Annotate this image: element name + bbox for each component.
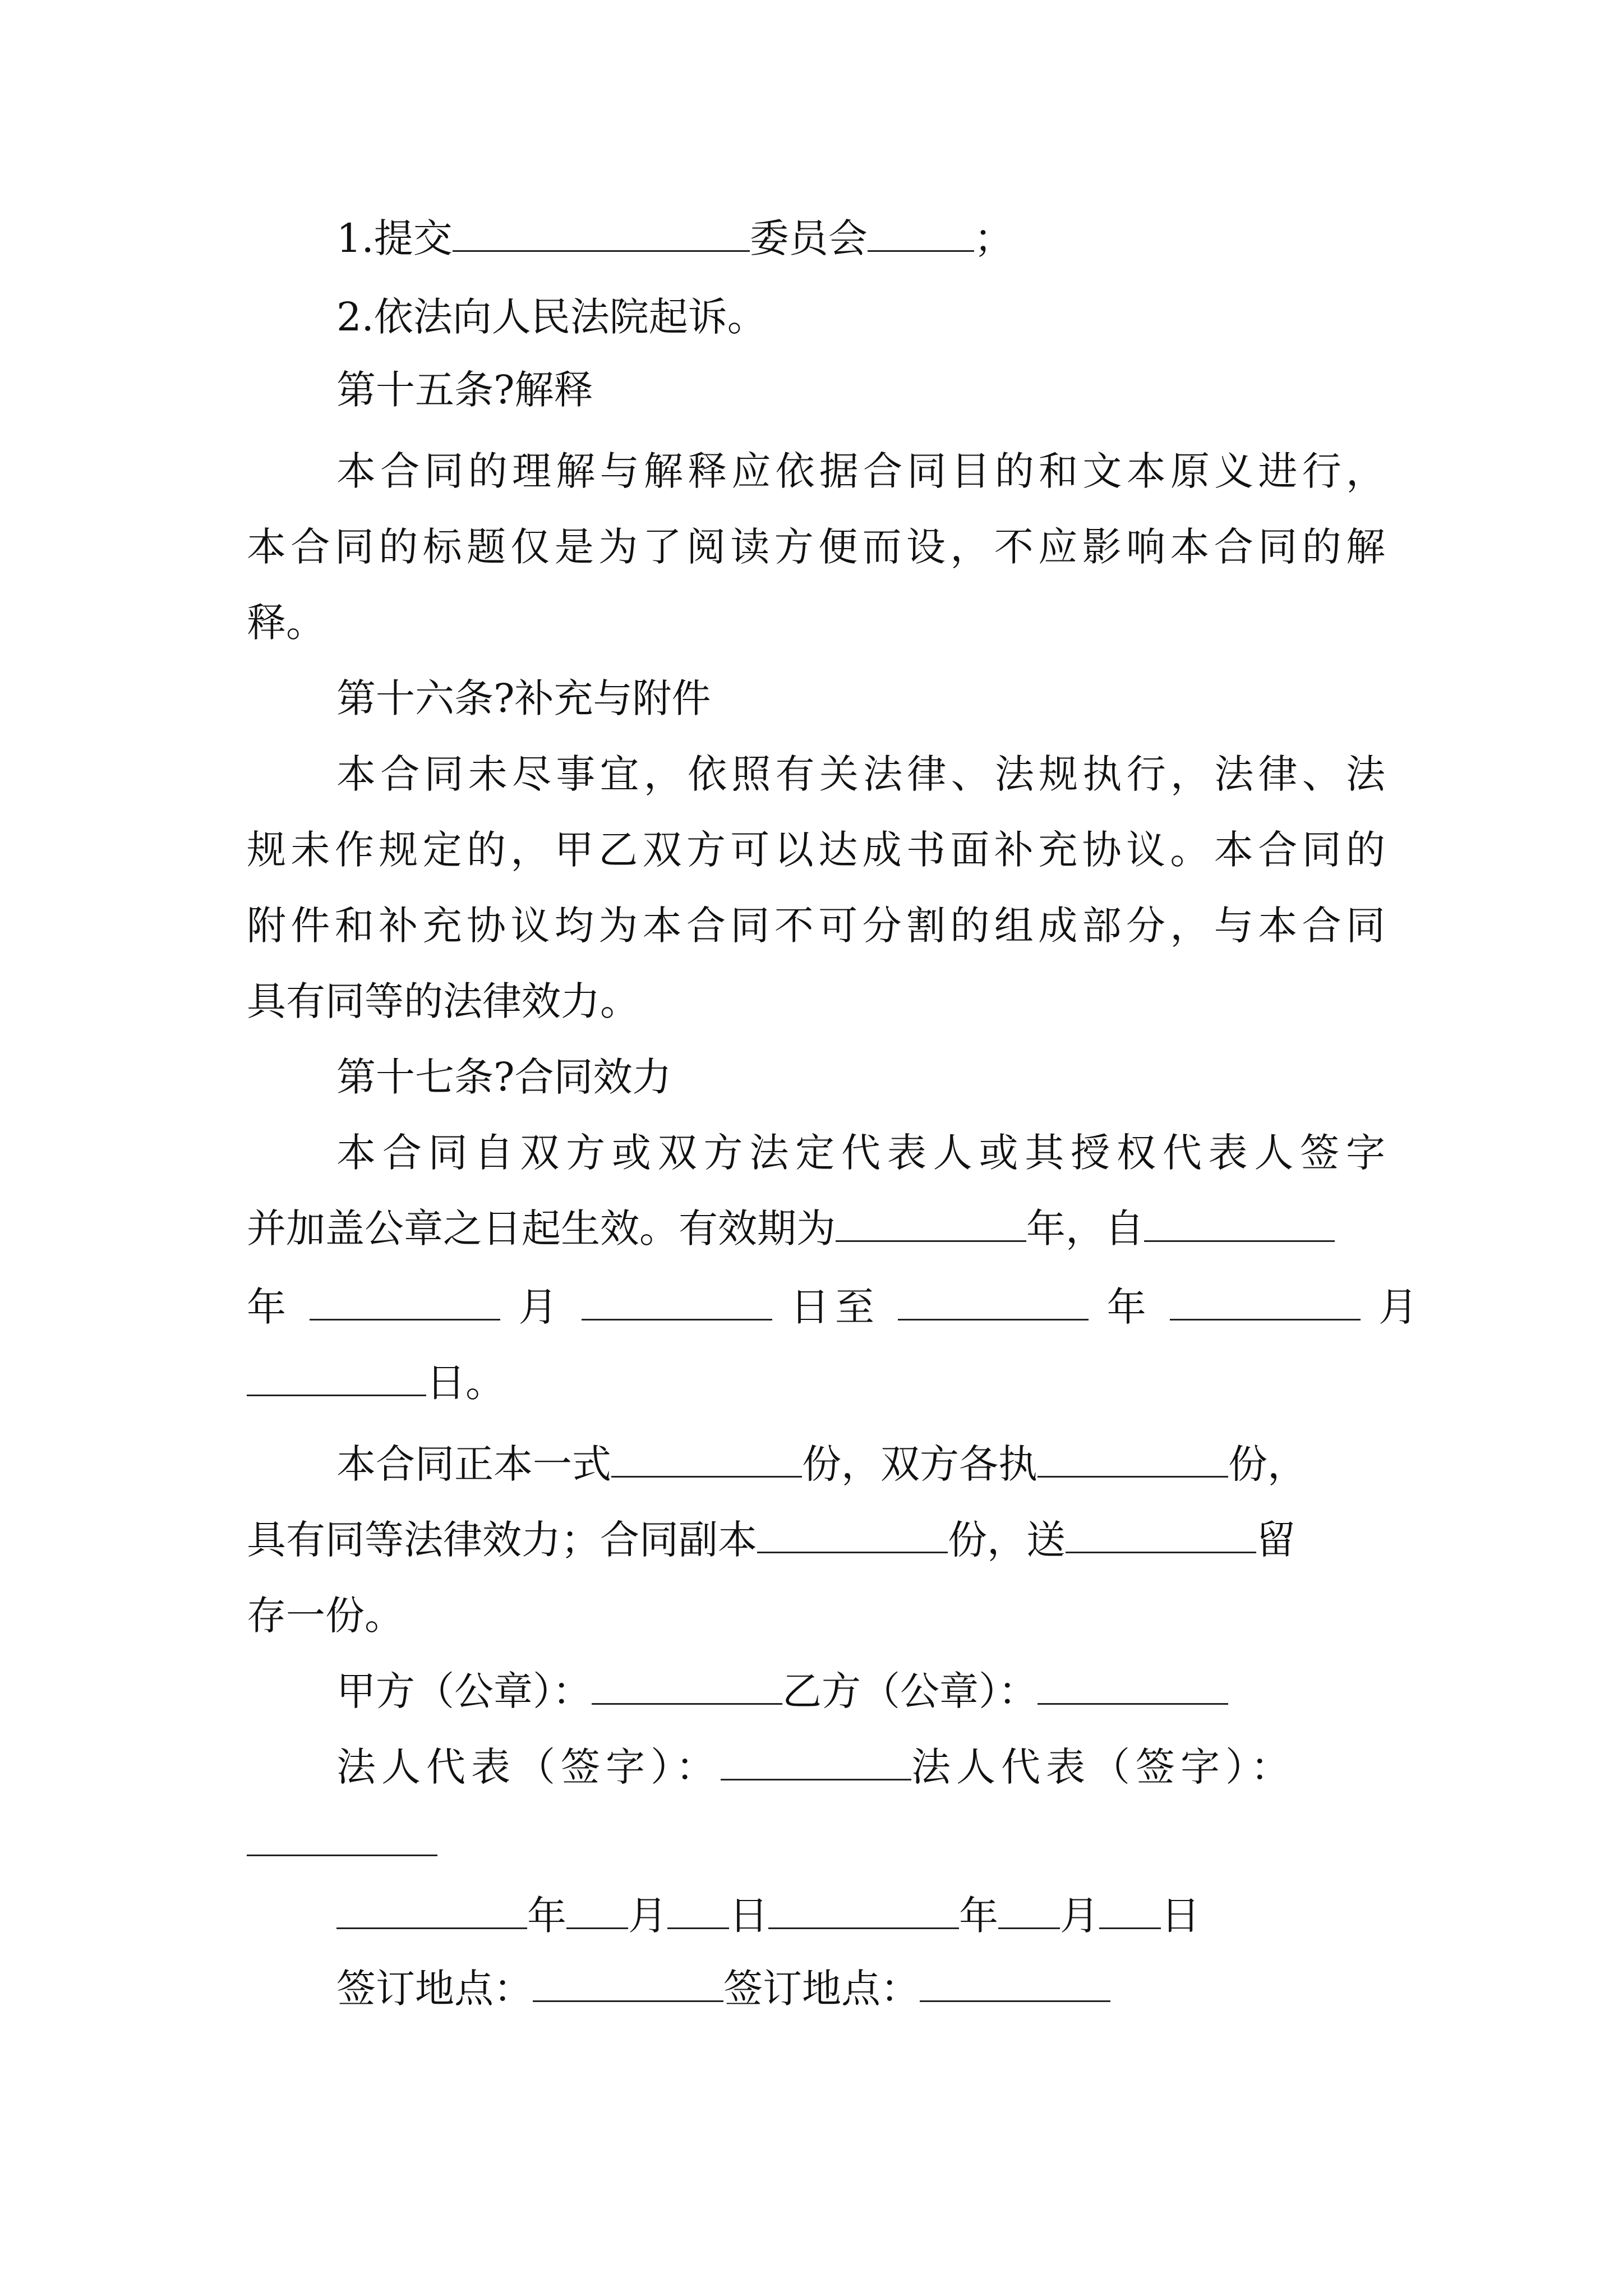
paragraph-line-dates xyxy=(247,1268,1424,1346)
heading-article-17: 第十七条?合同效力 xyxy=(336,1054,672,1100)
year-label: 年 xyxy=(527,1893,566,1939)
party-a-rep-label: 法人代表（签字）： xyxy=(336,1744,721,1790)
place-b-label: 签订地点： xyxy=(723,1966,920,2012)
month-label: 月 xyxy=(1060,1893,1099,1939)
day-label: 日 xyxy=(729,1893,768,1939)
blank-field xyxy=(836,1209,1026,1242)
validity-from: 年，自 xyxy=(1026,1205,1144,1251)
blank-field xyxy=(582,1287,772,1320)
paragraph-line: 本合同的理解与解释应依据合同目的和文本原义进行， xyxy=(336,448,1385,494)
year-label: 年 xyxy=(247,1284,292,1330)
blank-field xyxy=(768,1896,959,1929)
party-b-seal-label: 乙方（公章）： xyxy=(782,1668,1038,1714)
party-a-seal-field xyxy=(592,1672,782,1705)
paragraph-line: 附件和补充协议均为本合同不可分割的组成部分，与本合同 xyxy=(247,903,1385,949)
clause-item-2: 2.依法向人民法院起诉。 xyxy=(336,294,767,340)
signature-seal-line xyxy=(336,1652,1385,1731)
copies-each: 份，双方各执 xyxy=(802,1441,1038,1487)
blank-field xyxy=(898,1287,1089,1320)
blank-field xyxy=(1066,1520,1256,1553)
item-1-committee: 委员会 xyxy=(749,215,868,261)
blank-field xyxy=(998,1896,1060,1929)
copies-text: 本合同正本一式 xyxy=(336,1441,611,1487)
heading-article-15: 第十五条?解释 xyxy=(336,367,593,413)
day-label: 日。 xyxy=(426,1360,505,1406)
paragraph-line: 本合同的标题仅是为了阅读方便而设，不应影响本合同的解 xyxy=(247,524,1385,570)
signature-rep-line xyxy=(336,1728,1385,1806)
blank-field xyxy=(1170,1287,1361,1320)
party-b-rep-label: 法人代表（签字）： xyxy=(911,1744,1295,1790)
blank-field xyxy=(453,219,750,252)
paragraph-line-duplicate xyxy=(247,1501,1385,1579)
item-1-end: ； xyxy=(974,215,1013,261)
paragraph-line: 释。 xyxy=(247,600,325,646)
month-label: 月 xyxy=(1378,1284,1424,1330)
blank-field xyxy=(533,1969,723,2002)
blank-field xyxy=(1144,1209,1335,1242)
signature-rep-continuation xyxy=(247,1803,1385,1882)
blank-field xyxy=(1038,1444,1228,1478)
paragraph-line-validity xyxy=(247,1189,1385,1268)
month-label: 月 xyxy=(628,1893,667,1939)
blank-field xyxy=(310,1287,500,1320)
month-label: 月 xyxy=(518,1284,564,1330)
paragraph-line: 存一份。 xyxy=(247,1593,404,1639)
blank-field xyxy=(247,1363,426,1396)
party-b-seal-field xyxy=(1038,1672,1228,1705)
duplicate-keep: 留 xyxy=(1256,1517,1295,1563)
paragraph-line-day xyxy=(247,1343,1385,1422)
signing-date-line xyxy=(336,1876,1385,1955)
paragraph-line: 本合同自双方或双方法定代表人或其授权代表人签字 xyxy=(336,1130,1385,1176)
item-1-prefix: 1.提交 xyxy=(336,215,453,261)
blank-field xyxy=(920,1969,1110,2002)
blank-field xyxy=(566,1896,628,1929)
party-b-rep-field xyxy=(247,1823,437,1856)
blank-field xyxy=(667,1896,729,1929)
signing-place-line xyxy=(336,1949,1385,2028)
paragraph-line: 具有同等的法律效力。 xyxy=(247,978,639,1024)
day-label: 日 xyxy=(1161,1893,1200,1939)
blank-field xyxy=(757,1520,948,1553)
blank-field xyxy=(611,1444,802,1478)
year-label: 年 xyxy=(1106,1284,1152,1330)
year-label: 年 xyxy=(959,1893,998,1939)
blank-field xyxy=(1099,1896,1161,1929)
clause-item-1 xyxy=(336,199,1385,278)
paragraph-line-copies xyxy=(336,1425,1385,1503)
day-to-label: 日至 xyxy=(790,1284,880,1330)
duplicate-text: 具有同等法律效力；合同副本 xyxy=(247,1517,757,1563)
paragraph-line: 规未作规定的，甲乙双方可以达成书面补充协议。本合同的 xyxy=(247,827,1385,873)
copies-end: 份， xyxy=(1228,1441,1307,1487)
duplicate-send: 份，送 xyxy=(948,1517,1066,1563)
blank-field xyxy=(336,1896,527,1929)
party-a-rep-field xyxy=(721,1747,911,1780)
heading-article-16: 第十六条?补充与附件 xyxy=(336,675,711,721)
paragraph-line: 本合同未尽事宜，依照有关法律、法规执行，法律、法 xyxy=(336,751,1385,797)
place-a-label: 签订地点： xyxy=(336,1966,533,2012)
blank-field xyxy=(868,219,974,252)
party-a-seal-label: 甲方（公章）： xyxy=(336,1668,592,1714)
validity-text: 并加盖公章之日起生效。有效期为 xyxy=(247,1205,836,1251)
